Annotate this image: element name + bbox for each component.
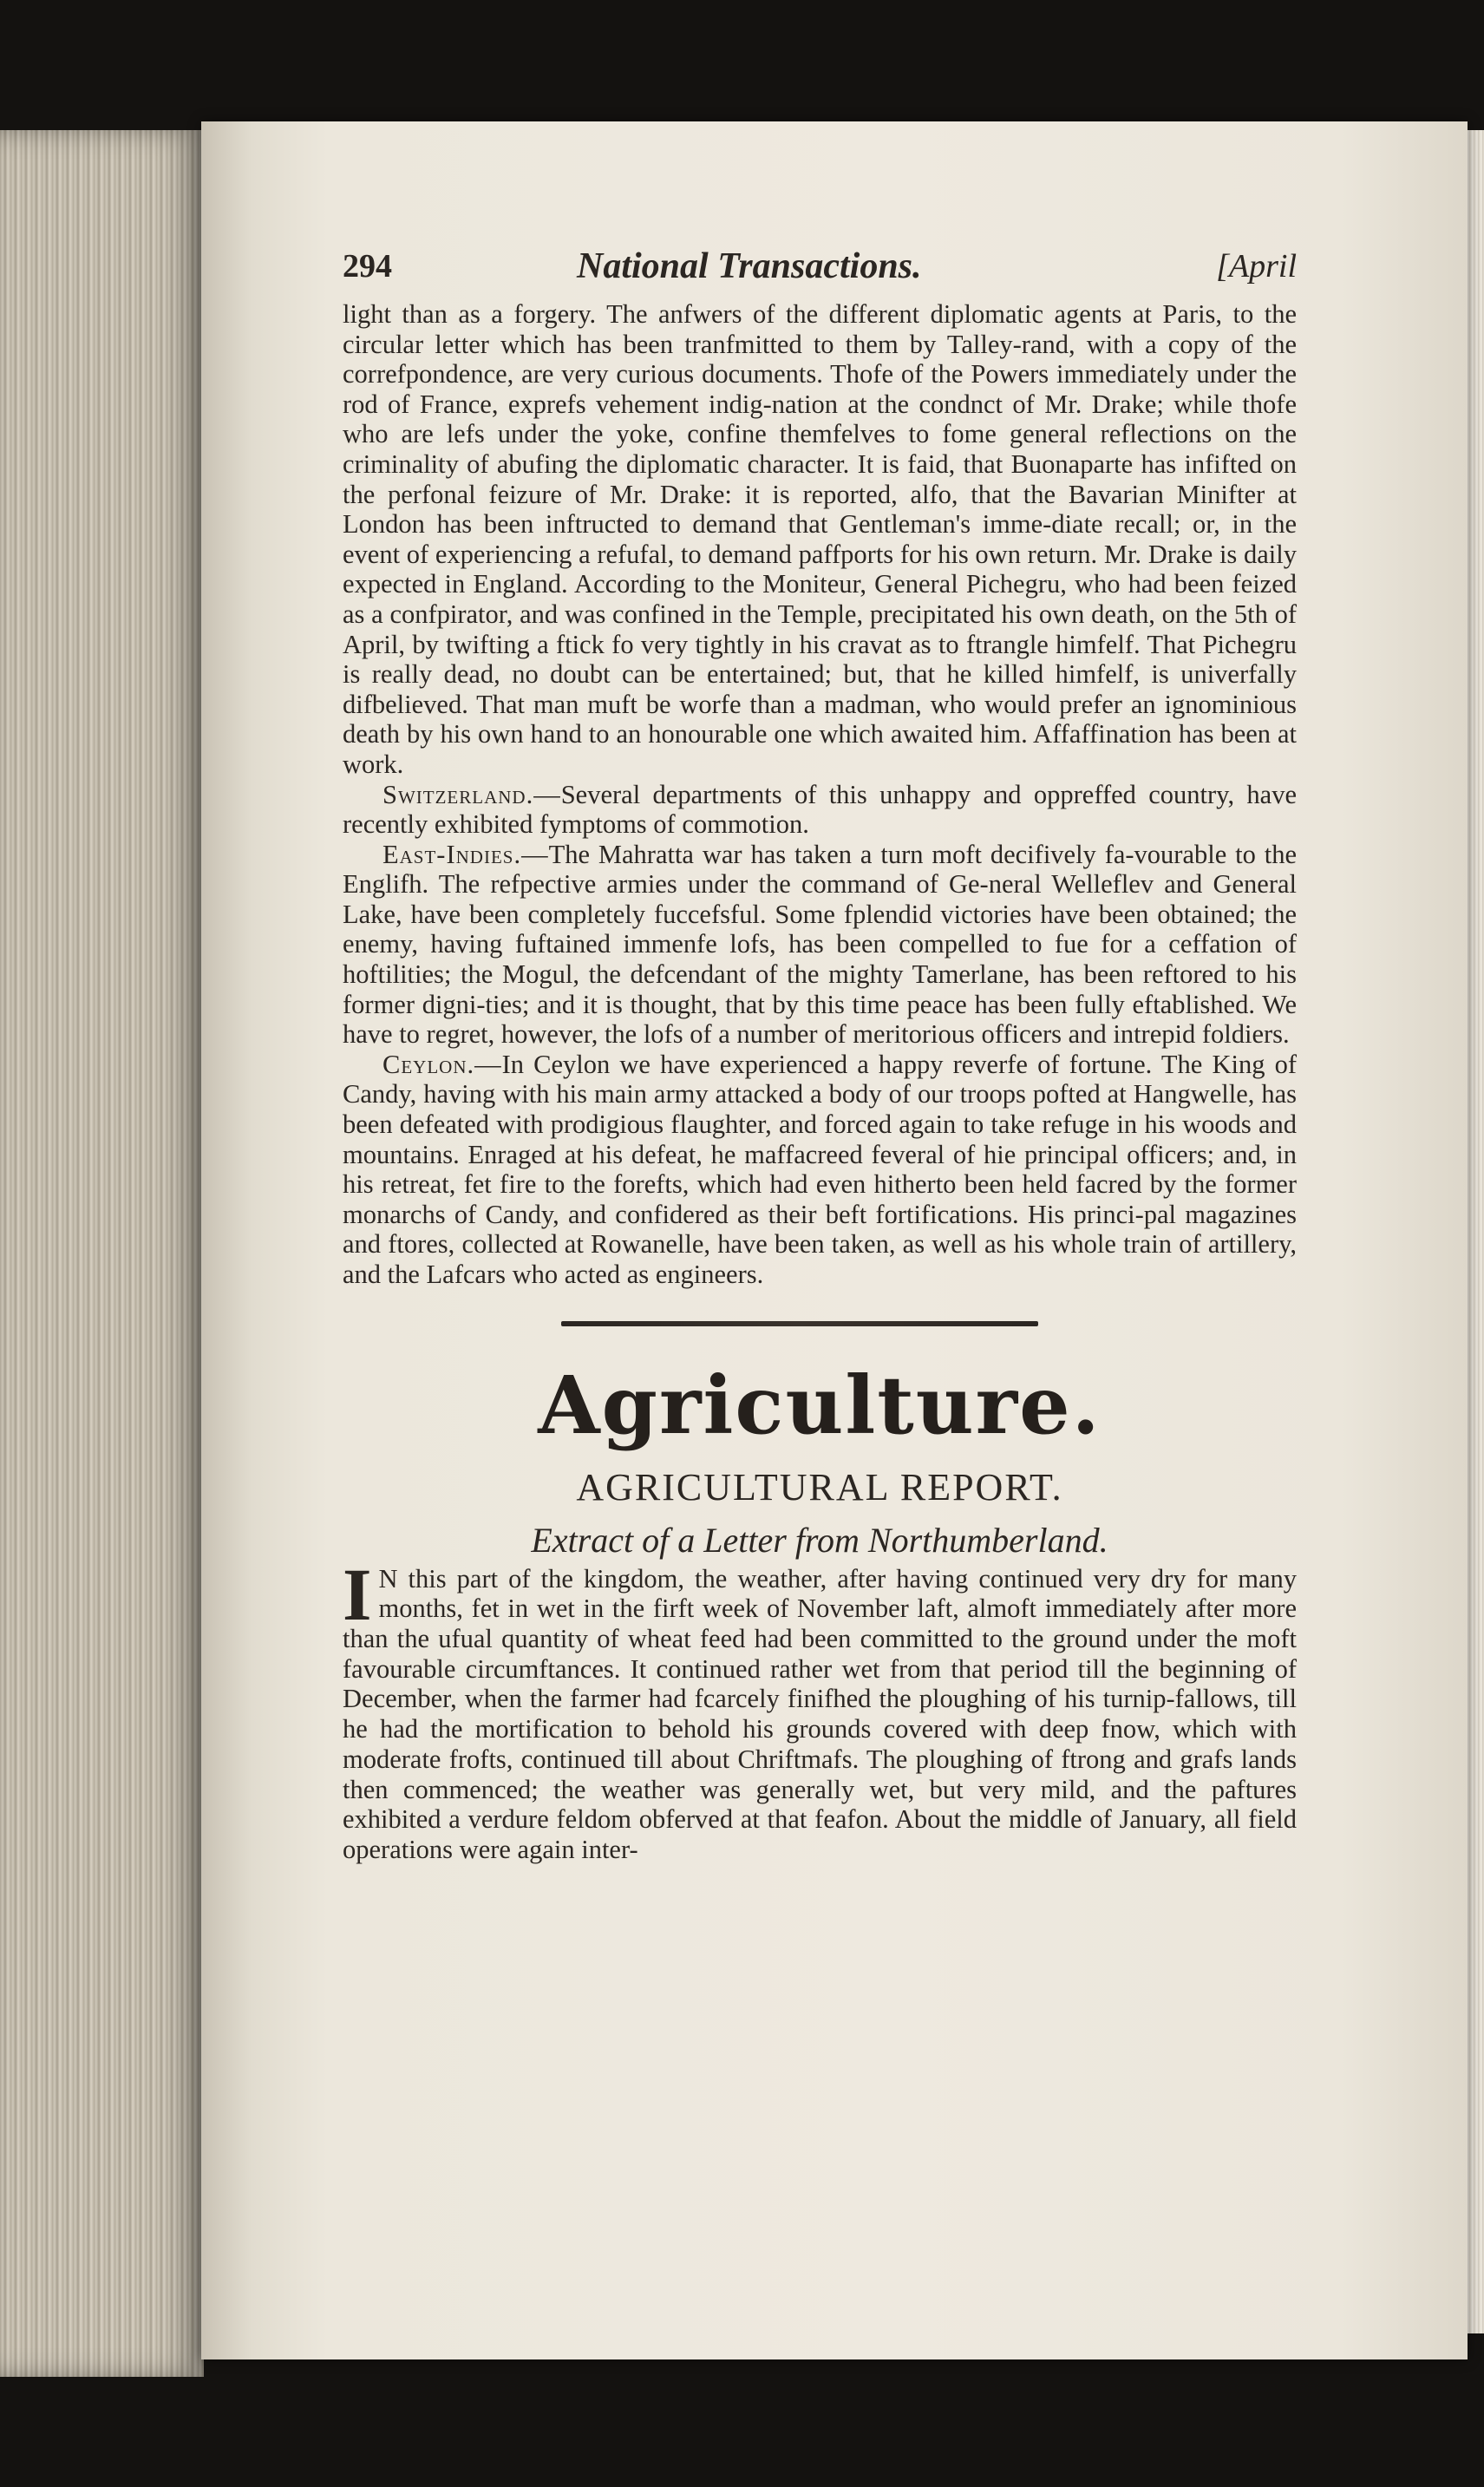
paragraph-switzerland-text: Several departments of this unhappy and oppreffed country, have recently exhibited fymptoms of commotion. [343,779,1297,840]
paragraph-east-indies-text: The Mahratta war has taken a turn moft decifively fa-vourable to the Englifh. The refpective armies under the command of Ge-neral Welleflev and General Lake, have been completely fuccefsful. Some fplendid victories have been obtained; the enemy, having fuftained immenfe lofs, has been compelled to fue for a ceffation of hoftilities; the Mogul, the defcendant of the mighty Tamerlane, has been reftored to his former digni-ties; and it is thought, that by this time peace has been fully eftablished. We have to regret, however, the lofs of a number of meritorious officers and intrepid foldiers. [343,839,1297,1050]
national-transactions-text [343,299,1297,1290]
paragraph-ceylon-text: In Ceylon we have experienced a happy reverfe of fortune. The King of Candy, having with his main army attacked a body of our troops pofted at Hangwelle, has been defeated with prodigious flaughter, and forced again to take refuge in his woods and mountains. Enraged at his defeat, he maffacreed feveral of hie principal officers; and, in his retreat, fet fire to the forefts, which had even hitherto been held facred by the former monarchs of Candy, and confidered as their beft fortifications. His princi-pal magazines and ftores, collected at Rowanelle, have been taken, as well as his whole train of artillery, and the Lafcars who acted as engineers. [343,1049,1297,1289]
agriculture-paragraph [343,1552,1297,1865]
section-divider-rule [561,1321,1038,1326]
agriculture-heading: Agriculture. [538,1358,1102,1452]
agriculture-paragraph-text: N this part of the kingdom, the weather, after having continued very dry for many months, fet in wet in the firft week of November laft, almoft immediately after more than the ufual quantity of wheat feed had been committed to the ground under the moft favourable circumftances. It continued rather wet from that period till the beginning of December, when the farmer had fcarcely finifhed the ploughing of his turnip-fallows, till he had the mortification to behold his grounds covered with deep fnow, which with moderate frofts, continued till about Chriftmafs. The ploughing of ftrong and grafs lands then commenced; the weather was generally wet, but very mild, and the paftures exhibited a verdure feldom obferved at that feafon. About the middle of January, all field operations were again inter- [343,1563,1297,1864]
section-head-switzerland: Switzerland.— [382,779,561,809]
page-content [343,247,1297,1865]
paragraph-switzerland [343,780,1297,840]
book-right-edge [1466,130,1484,2333]
drop-cap: I [343,1552,372,1636]
agricultural-report-title: AGRICULTURAL REPORT. [576,1465,1063,1509]
section-head-east-indies: East-Indies.— [382,839,549,869]
agriculture-text [343,1552,1297,1865]
page-number: 294 [343,248,392,285]
running-header [343,247,1297,299]
section-head-ceylon: Ceylon.— [382,1049,502,1079]
paragraph-drake-pichegru: light than as a forgery. The anfwers of the different diplomatic agents at Paris, to the circular letter which has been tranfmitted to them by Talley-rand, with a copy of the correfpondence, are very curious documents. Thofe of the Powers immediately under the rod of France, exprefs vehement indig-nation at the condnct of Mr. Drake; while thofe who are lefs under the yoke, confine themfelves to fome general reflections on the criminality of abufing the diplomatic character. It is faid, that Buonaparte has infifted on the perfonal feizure of Mr. Drake: it is reported, alfo, that the Bavarian Minifter at London has been inftructed to demand that Gentleman's imme-diate recall; or, in the event of experiencing a refufal, to demand paffports for his own return. Mr. Drake is daily expected in England. According to the Moniteur, General Pichegru, who had been feized as a confpirator, and was confined in the Temple, precipitated his own death, on the 5th of April, by twifting a ftick fo very tightly in his cravat as to ftrangle himfelf. That Pichegru is really dead, no doubt can be entertained; but, that he killed himfelf, is univerfally difbelieved. That man muft be worfe than a madman, who would prefer an ignominious death by his own hand to an honourable one which awaited him. Affaffination has been at work. [343,299,1297,779]
extract-subtitle: Extract of a Letter from Northumberland. [531,1520,1108,1560]
paragraph-ceylon [343,1050,1297,1290]
header-month: [April [1216,248,1297,285]
paragraph-east-indies [343,840,1297,1050]
book-page-edges [0,130,204,2377]
running-title: National Transactions. [577,246,922,286]
